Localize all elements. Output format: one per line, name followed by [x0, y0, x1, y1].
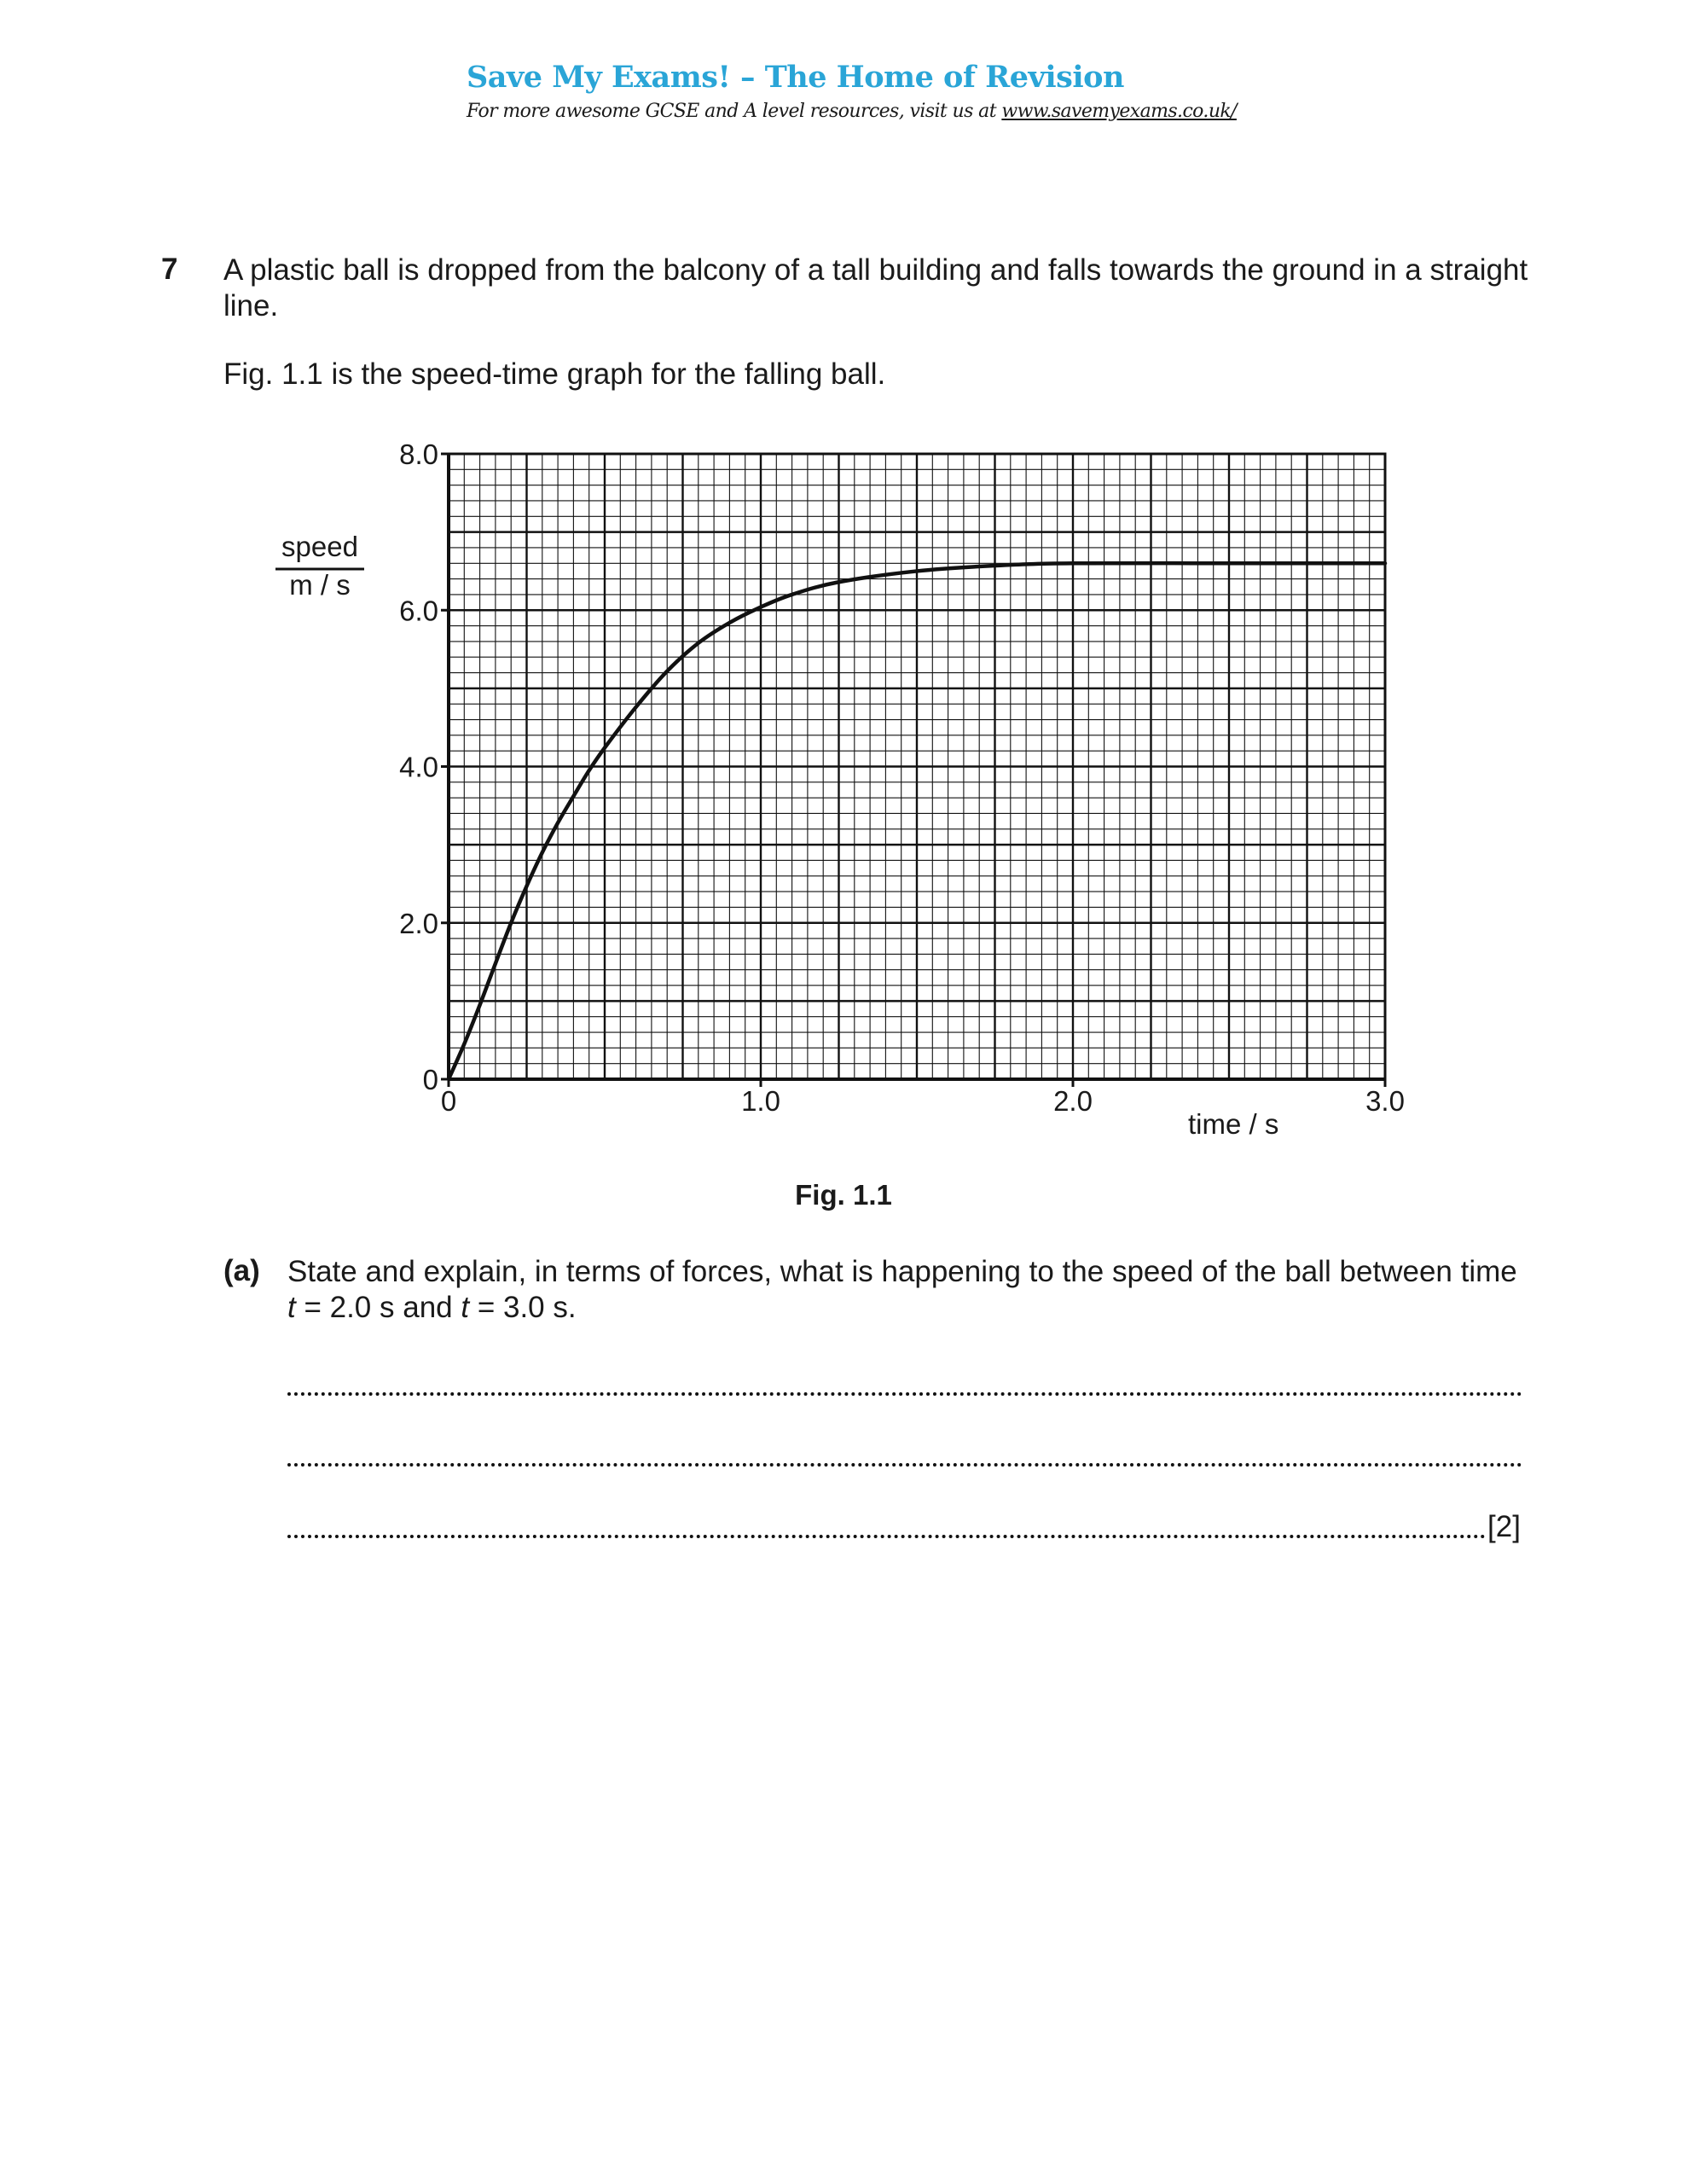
- y-axis-label-denominator: m / s: [289, 569, 351, 601]
- figure-intro: Fig. 1.1 is the speed-time graph for the falling ball.: [223, 357, 886, 391]
- header-website-link[interactable]: www.savemyexams.co.uk/: [1001, 101, 1237, 122]
- header-title: Save My Exams! – The Home of Revision: [467, 60, 1124, 95]
- marks-indicator: [2]: [1487, 1510, 1521, 1543]
- part-a-line2-b: = 3.0 s.: [469, 1291, 577, 1324]
- part-a-line1: State and explain, in terms of forces, what is happening to the speed of the ball between time: [287, 1255, 1517, 1288]
- y-tick-label: 2.0: [399, 907, 438, 939]
- x-tick-label: 0: [440, 1085, 457, 1117]
- x-tick-label: 1.0: [741, 1085, 780, 1117]
- part-a-question: [287, 1254, 1517, 1326]
- y-tick-label: 6.0: [399, 595, 438, 627]
- t-symbol: t: [287, 1291, 296, 1324]
- question-intro-line2: line.: [223, 289, 279, 322]
- answer-line-1[interactable]: [287, 1392, 1522, 1396]
- question-number: 7: [161, 253, 178, 286]
- tick-marks: [441, 454, 1385, 1087]
- x-tick-label: 3.0: [1365, 1085, 1405, 1117]
- answer-line-2[interactable]: [287, 1463, 1522, 1467]
- y-tick-labels: [399, 439, 438, 1095]
- part-a-line2: [287, 1290, 1517, 1326]
- header-subtitle-text: For more awesome GCSE and A level resources, visit us at: [467, 101, 1002, 122]
- t-symbol: t: [461, 1291, 470, 1324]
- figure-caption: Fig. 1.1: [795, 1179, 892, 1211]
- answer-line-3[interactable]: [287, 1535, 1486, 1538]
- y-tick-label: 0: [422, 1064, 438, 1095]
- question-intro-line1: A plastic ball is dropped from the balcony of a tall building and falls towards the ground in a straight: [223, 253, 1528, 287]
- y-tick-label: 4.0: [399, 751, 438, 783]
- part-a-line2-a: = 2.0 s and: [295, 1291, 461, 1324]
- y-tick-label: 8.0: [399, 439, 438, 470]
- x-axis-label: time / s: [1188, 1108, 1279, 1140]
- y-axis-label-numerator: speed: [281, 531, 358, 562]
- part-a-label: (a): [223, 1254, 260, 1287]
- x-tick-label: 2.0: [1053, 1085, 1093, 1117]
